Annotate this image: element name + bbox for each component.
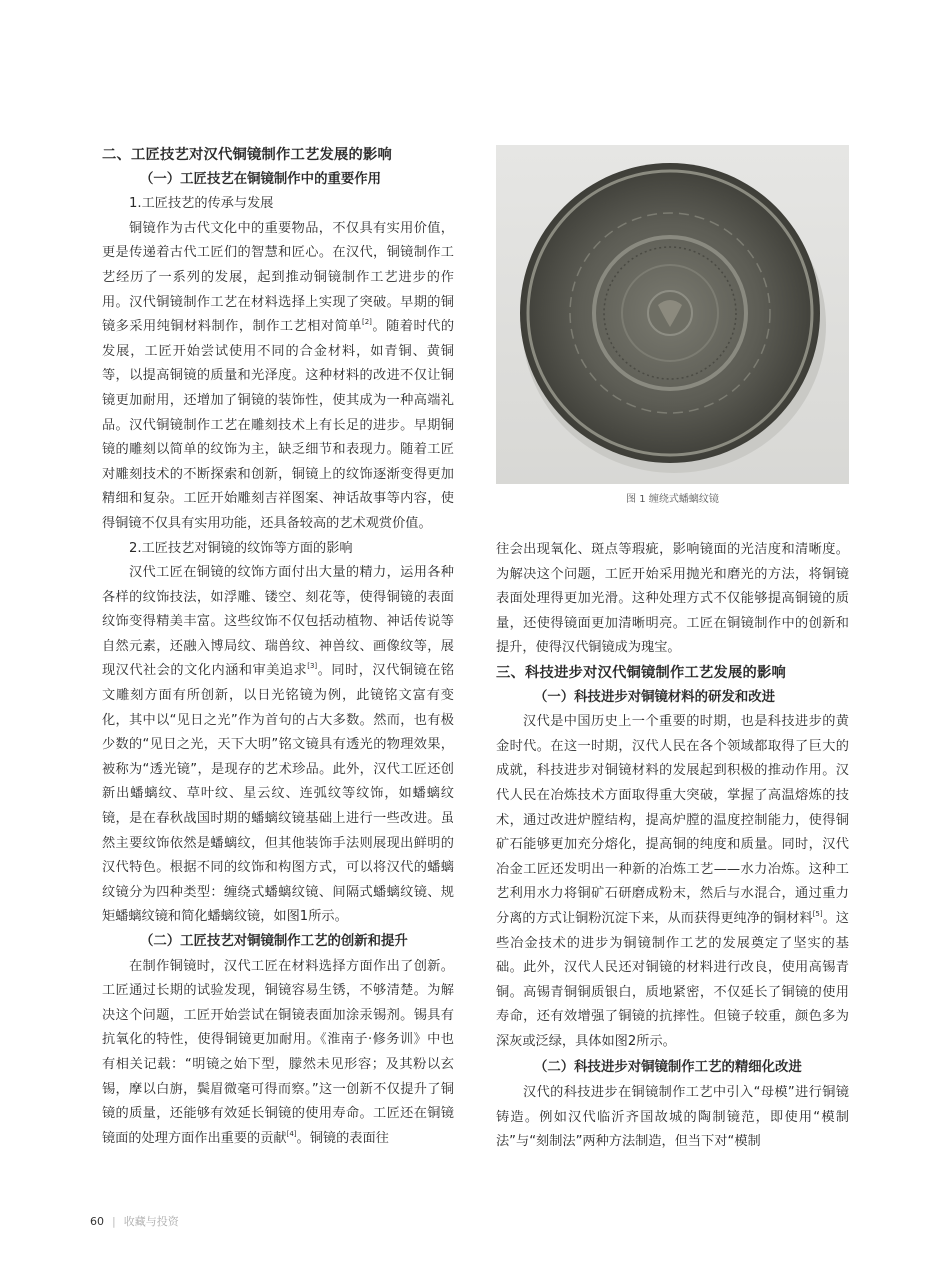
footer-separator: | [112,1215,116,1228]
figure-1-mirror-photo [496,145,849,484]
paragraph-refined-process: 汉代的科技进步在铜镜制作工艺中引入“母模”进行铜镜铸造。例如汉代临沂齐国故城的陶制镜范，即使用“模制法”与“刻制法”两种方法制造，但当下对“模制 [496,1085,849,1150]
paragraph-material-development: 汉代是中国历史上一个重要的时期，也是科技进步的黄金时代。在这一时期，汉代人民在各个领域都取得了巨大的成就，科技进步对铜镜材料的发展起到积极的推动作用。汉代人民在冶炼技术方面取得重大突破，掌握了高温熔炼的技术，通过改进炉膛结构，提高炉膛的温度控制能力，使得铜矿石能够更加充分熔化，提高铜的纯度和质量。同时，汉代冶金工匠还发明出一种新的冶炼工艺——水力冶炼。这种工艺利用水力将铜矿石研磨成粉末，然后与水混合，通过重力分离的方式让铜粉沉淀下来，从而获得更纯净的铜材料[5]。这些冶金技术的进步为铜镜制作工艺的发展奠定了坚实的基础。此外，汉代人民还对铜镜的材料进行改良，使用高锡青铜。高锡青铜铜质银白，质地紧密，不仅延长了铜镜的使用寿命，还有效增强了铜镜的抗摔性。但镜子较重，颜色多为深灰或泛绿，具体如图2所示。 [496,714,849,1049]
section-3-title: 三、科技进步对汉代铜镜制作工艺发展的影响 [496,664,786,681]
citation-2: [2] [361,318,372,327]
paragraph-craft-inheritance: 铜镜作为古代文化中的重要物品，不仅具有实用价值，更是传递着古代工匠们的智慧和匠心。在汉代，铜镜制作工艺经历了一系列的发展，起到推动铜镜制作工艺进步的作用。汉代铜镜制作工艺在材料选择上实现了突破。早期的铜镜多采用纯铜材料制作，制作工艺相对简单[2]。随着时代的发展，工匠开始尝试使用不同的合金材料，如青铜、黄铜等，以提高铜镜的质量和光泽度。这种材料的改进不仅让铜镜更加耐用，还增加了铜镜的装饰性，使其成为一种高端礼品。汉代铜镜制作工艺在雕刻技术上有长足的进步。早期铜镜的雕刻以简单的纹饰为主，缺乏细节和表现力。随着工匠对雕刻技术的不断探索和创新，铜镜上的纹饰逐渐变得更加精细和复杂。工匠开始雕刻吉祥图案、神话故事等内容，使得铜镜不仅具有实用功能，还具备较高的艺术观赏价值。 [102,220,455,531]
subsection-2-1-title: （一）工匠技艺在铜镜制作中的重要作用 [140,171,382,187]
page-number: 60 [90,1215,104,1228]
citation-5: [5] [812,909,823,918]
paragraph-decoration-influence: 汉代工匠在铜镜的纹饰方面付出大量的精力，运用各种各样的纹饰技法，如浮雕、镂空、刻花等，使得铜镜的表面纹饰变得精美丰富。这些纹饰不仅包括动植物、神话传说等自然元素，还融入博局纹、瑞兽纹、神兽纹、画像纹等，展现汉代社会的文化内涵和审美追求[3]。同时，汉代铜镜在铭文雕刻方面有所创新，以日光铭镜为例，此镜铭文富有变化，其中以“见日之光”作为首句的占大多数。然而，也有极少数的“见日之光，天下大明”铭文镜具有透光的物理效果，被称为“透光镜”，是现存的艺术珍品。此外，汉代工匠还创新出蟠螭纹、草叶纹、星云纹、连弧纹等纹饰，如蟠螭纹镜，是在春秋战国时期的蟠螭纹镜基础上进行一些改进。虽然主要纹饰依然是蟠螭纹，但其他装饰手法则展现出鲜明的汉代特色。根据不同的纹饰和构图方式，可以将汉代的蟠螭纹镜分为四种类型：缠绕式蟠螭纹镜、间隔式蟠螭纹镜、规矩蟠螭纹镜和简化蟠螭纹镜，如图1所示。 [102,565,455,925]
item-2-title: 2.工匠技艺对铜镜的纹饰等方面的影响 [129,540,353,556]
section-2-title: 二、工匠技艺对汉代铜镜制作工艺发展的影响 [102,147,392,163]
journal-name: 收藏与投资 [123,1215,179,1228]
page-footer [90,1213,179,1229]
left-column [102,143,454,1151]
item-1-title: 1.工匠技艺的传承与发展 [129,196,274,212]
figure-1-caption: 图 1 缠绕式蟠螭纹镜 [626,494,719,505]
citation-3: [3] [307,662,318,671]
paragraph-craft-innovation: 在制作铜镜时，汉代工匠在材料选择方面作出了创新。工匠通过长期的试验发现，铜镜容易生锈，不够清楚。为解决这个问题，工匠开始尝试在铜镜表面加涂汞锡剂。锡具有抗氧化的特性，使得铜镜更加耐用。《淮南子·修务训》中也有相关记载：“明镜之始下型，朦然未见形容；及其粉以玄锡，摩以白旃，鬓眉微毫可得而察。”这一创新不仅提升了铜镜的质量，还能够有效延长铜镜的使用寿命。工匠还在铜镜镜面的处理方面作出重要的贡献[4]。铜镜的表面往 [102,958,454,1146]
subsection-2-2-title: （二）工匠技艺对铜镜制作工艺的创新和提升 [140,934,408,949]
bronze-mirror-illustration [496,145,849,484]
subsection-3-2-title: （二）科技进步对铜镜制作工艺的精细化改进 [534,1060,802,1076]
right-column [496,538,849,1155]
citation-4: [4] [286,1129,297,1138]
paragraph-surface-treatment: 往会出现氧化、斑点等瑕疵，影响镜面的光洁度和清晰度。为解决这个问题，工匠开始采用抛光和磨光的方法，将铜镜表面处理得更加光滑。这种处理方式不仅能够提高铜镜的质量，还使得镜面更加清晰明亮。工匠在铜镜制作中的创新和提升，使得汉代铜镜成为瑰宝。 [496,542,849,656]
subsection-3-1-title: （一）科技进步对铜镜材料的研发和改进 [534,689,776,705]
